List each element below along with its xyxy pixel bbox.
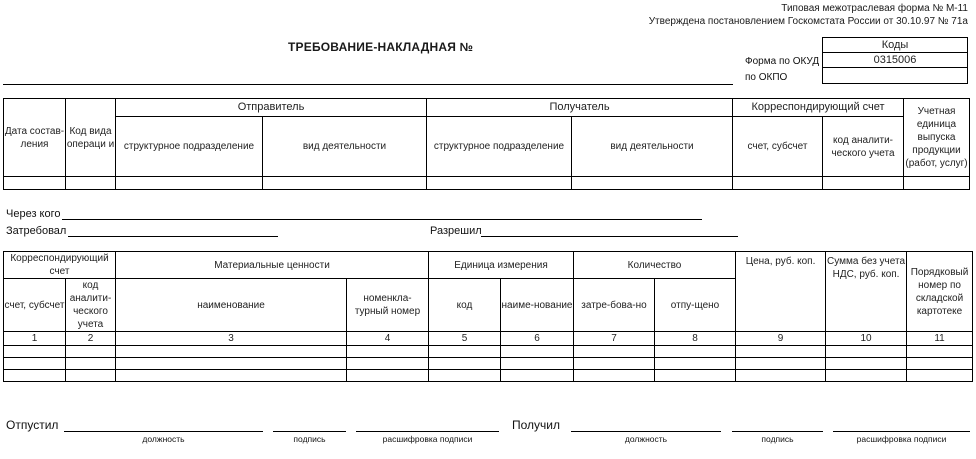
col-corr-account: Корреспондирующий счет xyxy=(733,99,904,117)
col-unit: Единица измерения xyxy=(429,252,574,279)
cell[interactable] xyxy=(736,346,826,358)
cell[interactable] xyxy=(116,358,347,370)
col-receiver-activity: вид деятельности xyxy=(572,117,733,177)
col-sender-struct: структурное подразделение xyxy=(116,117,263,177)
cell[interactable] xyxy=(501,346,574,358)
okpo-label: по ОКПО xyxy=(745,72,788,83)
received-position-field[interactable] xyxy=(571,431,721,432)
released-by-label: Отпустил xyxy=(6,418,59,432)
table-row xyxy=(4,346,973,358)
col-number: 11 xyxy=(907,332,973,346)
col-sender-activity: вид деятельности xyxy=(263,117,427,177)
col-number: 10 xyxy=(826,332,907,346)
cell[interactable] xyxy=(4,346,66,358)
okud-value[interactable]: 0315006 xyxy=(823,53,968,68)
col-requested: затре-бова-но xyxy=(574,279,655,332)
cell[interactable] xyxy=(4,358,66,370)
col-card-number: Порядковый номер по складской картотеке xyxy=(907,252,973,332)
requested-label: Затребовал xyxy=(6,225,67,237)
col-nomenclature: номенкла-турный номер xyxy=(347,279,429,332)
cell[interactable] xyxy=(501,358,574,370)
cell[interactable] xyxy=(263,177,427,190)
cell[interactable] xyxy=(427,177,572,190)
col-name: наименование xyxy=(116,279,347,332)
cell[interactable] xyxy=(574,358,655,370)
allowed-field[interactable] xyxy=(481,236,738,237)
cell[interactable] xyxy=(574,370,655,382)
received-by-label: Получил xyxy=(512,418,560,432)
cell[interactable] xyxy=(574,346,655,358)
table-row xyxy=(4,177,970,190)
okud-label: Форма по ОКУД xyxy=(745,56,820,67)
received-signature-field[interactable] xyxy=(732,431,823,432)
document-title: ТРЕБОВАНИЕ-НАКЛАДНАЯ № xyxy=(288,40,474,54)
cell[interactable] xyxy=(826,346,907,358)
col-receiver: Получатель xyxy=(427,99,733,117)
through-whom-field[interactable] xyxy=(62,219,702,220)
cell[interactable] xyxy=(347,358,429,370)
cell[interactable] xyxy=(347,370,429,382)
form-type-label: Типовая межотраслевая форма № М-11 xyxy=(781,3,968,14)
column-numbers-row xyxy=(4,332,973,346)
received-decoding-field[interactable] xyxy=(833,431,970,432)
approval-label: Утверждена постановлением Госкомстата России от 30.10.97 № 71а xyxy=(648,16,968,27)
col-date: Дата состав-ления xyxy=(4,99,66,177)
table-row xyxy=(4,370,973,382)
materials-table xyxy=(3,251,973,382)
cell[interactable] xyxy=(429,346,501,358)
cell[interactable] xyxy=(429,370,501,382)
routing-table xyxy=(3,98,970,190)
cell[interactable] xyxy=(4,177,66,190)
allowed-label: Разрешил xyxy=(430,225,482,237)
col-number: 5 xyxy=(429,332,501,346)
received-decoding-caption: расшифровка подписи xyxy=(856,434,947,444)
col-sender: Отправитель xyxy=(116,99,427,117)
received-position-caption: должность xyxy=(624,434,668,444)
cell[interactable] xyxy=(66,346,116,358)
col-number: 1 xyxy=(4,332,66,346)
col-receiver-struct: структурное подразделение xyxy=(427,117,572,177)
cell[interactable] xyxy=(66,358,116,370)
codes-header: Коды xyxy=(823,38,968,53)
col-number: 9 xyxy=(736,332,826,346)
released-signature-field[interactable] xyxy=(273,431,346,432)
cell[interactable] xyxy=(501,370,574,382)
col-corr-account: Корреспондирующий счет xyxy=(4,252,116,279)
col-op-code: Код вида операци и xyxy=(66,99,116,177)
table-row xyxy=(4,358,973,370)
requested-field[interactable] xyxy=(68,236,278,237)
cell[interactable] xyxy=(116,370,347,382)
cell[interactable] xyxy=(429,358,501,370)
title-underline xyxy=(3,84,733,85)
cell[interactable] xyxy=(116,177,263,190)
cell[interactable] xyxy=(347,346,429,358)
cell[interactable] xyxy=(826,370,907,382)
cell[interactable] xyxy=(655,346,736,358)
col-number: 2 xyxy=(66,332,116,346)
cell[interactable] xyxy=(572,177,733,190)
received-signature-caption: подпись xyxy=(761,434,794,444)
cell[interactable] xyxy=(823,177,904,190)
cell[interactable] xyxy=(907,346,973,358)
col-unit-code: код xyxy=(429,279,501,332)
okpo-value[interactable] xyxy=(823,68,968,84)
released-position-field[interactable] xyxy=(64,431,263,432)
col-released: отпу-щено xyxy=(655,279,736,332)
col-sum-no-vat: Сумма без учета НДС, руб. коп. xyxy=(826,252,907,332)
released-decoding-caption: расшифровка подписи xyxy=(382,434,473,444)
col-unit-name: наиме-нование xyxy=(501,279,574,332)
cell[interactable] xyxy=(736,358,826,370)
cell[interactable] xyxy=(655,358,736,370)
col-analytic-code: код аналити-ческого учета xyxy=(823,117,904,177)
cell[interactable] xyxy=(904,177,970,190)
released-decoding-field[interactable] xyxy=(356,431,499,432)
col-account-sub: счет, субсчет xyxy=(4,279,66,332)
through-whom-label: Через кого xyxy=(6,208,61,220)
cell[interactable] xyxy=(4,370,66,382)
col-number: 8 xyxy=(655,332,736,346)
cell[interactable] xyxy=(826,358,907,370)
cell[interactable] xyxy=(116,346,347,358)
col-unit-output: Учетная единица выпуска продукции (работ, услуг) xyxy=(904,99,970,177)
cell[interactable] xyxy=(66,370,116,382)
col-price: Цена, руб. коп. xyxy=(736,252,826,332)
released-position-caption: должность xyxy=(142,434,185,444)
cell[interactable] xyxy=(907,358,973,370)
cell[interactable] xyxy=(733,177,823,190)
codes-table xyxy=(822,37,968,84)
cell[interactable] xyxy=(736,370,826,382)
cell[interactable] xyxy=(907,370,973,382)
col-materials: Материальные ценности xyxy=(116,252,429,279)
cell[interactable] xyxy=(66,177,116,190)
col-number: 6 xyxy=(501,332,574,346)
released-signature-caption: подпись xyxy=(293,434,326,444)
col-number: 3 xyxy=(116,332,347,346)
cell[interactable] xyxy=(655,370,736,382)
col-number: 4 xyxy=(347,332,429,346)
col-account-sub: счет, субсчет xyxy=(733,117,823,177)
col-analytic-code: код аналити-ческого учета xyxy=(66,279,116,332)
col-quantity: Количество xyxy=(574,252,736,279)
col-number: 7 xyxy=(574,332,655,346)
